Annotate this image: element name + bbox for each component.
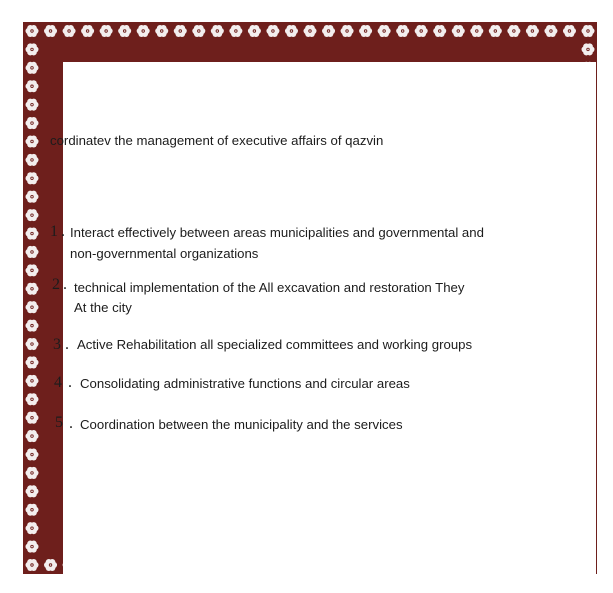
item-text-line2: At the city	[74, 300, 132, 315]
rosette-icon	[100, 25, 113, 37]
rosette-icon	[26, 504, 39, 516]
rosette-icon	[266, 25, 279, 37]
item-text-line1: technical implementation of the All excavation and restoration They	[74, 280, 465, 295]
rosette-icon	[582, 43, 595, 55]
rosette-icon	[285, 25, 298, 37]
rosette-icon	[137, 25, 150, 37]
rosette-icon	[44, 559, 57, 571]
item-dot: .	[61, 223, 65, 240]
rosette-icon	[26, 448, 39, 460]
rosette-icon	[582, 25, 595, 37]
rosette-icon	[26, 356, 39, 368]
item-text-line1: Consolidating administrative functions and circular areas	[80, 376, 410, 391]
rosette-icon	[26, 541, 39, 553]
rosette-icon	[26, 338, 39, 350]
rosette-icon	[174, 25, 187, 37]
rosette-icon	[26, 393, 39, 405]
rosette-icon	[26, 228, 39, 240]
rosette-icon	[26, 25, 39, 37]
rosette-icon	[26, 246, 39, 258]
item-number: 2	[52, 276, 60, 293]
rosette-icon	[44, 25, 57, 37]
rosette-icon	[26, 62, 39, 74]
rosette-icon	[396, 25, 409, 37]
rosette-icon	[304, 25, 317, 37]
rosette-icon	[26, 117, 39, 129]
rosette-icon	[452, 25, 465, 37]
rosette-icon	[507, 25, 520, 37]
rosette-icon	[26, 412, 39, 424]
rosette-icon	[81, 25, 94, 37]
rosette-icon	[26, 522, 39, 534]
rosette-icon	[26, 43, 39, 55]
document-heading: cordinatev the management of executive affairs of qazvin	[50, 133, 384, 148]
rosette-icon	[359, 25, 372, 37]
rosette-icon	[378, 25, 391, 37]
rosette-icon	[26, 375, 39, 387]
rosette-icon	[63, 25, 76, 37]
rosette-icon	[526, 25, 539, 37]
rosette-icon	[26, 135, 39, 147]
item-text-line1: Active Rehabilitation all specialized committees and working groups	[77, 337, 473, 352]
item-number: 1	[50, 223, 58, 240]
rosette-icon	[26, 467, 39, 479]
item-number: 4	[54, 374, 62, 391]
rosette-icon	[118, 25, 131, 37]
item-dot: .	[68, 374, 72, 391]
rosette-icon	[229, 25, 242, 37]
rosette-icon	[26, 172, 39, 184]
rosette-icon	[544, 25, 557, 37]
rosette-icon	[563, 25, 576, 37]
item-text-line1: Coordination between the municipality and the services	[80, 417, 403, 432]
rosette-icon	[248, 25, 261, 37]
rosette-icon	[26, 80, 39, 92]
item-text-line2: non-governmental organizations	[70, 246, 259, 261]
item-number: 3	[53, 336, 61, 353]
rosette-icon	[26, 209, 39, 221]
rosette-icon	[26, 154, 39, 166]
rosette-icon	[415, 25, 428, 37]
rosette-icon	[470, 25, 483, 37]
item-dot: .	[65, 336, 69, 353]
rosette-icon	[489, 25, 502, 37]
rosette-icon	[26, 559, 39, 571]
rosette-icon	[26, 191, 39, 203]
rosette-icon	[155, 25, 168, 37]
rosette-icon	[433, 25, 446, 37]
item-dot: .	[63, 276, 67, 293]
rosette-icon	[26, 99, 39, 111]
rosette-icon	[26, 320, 39, 332]
rosette-icon	[26, 264, 39, 276]
rosette-icon	[26, 283, 39, 295]
rosette-icon	[26, 485, 39, 497]
item-number: 5	[55, 414, 63, 431]
rosette-icon	[211, 25, 224, 37]
item-text-line1: Interact effectively between areas municipalities and governmental and	[70, 225, 484, 240]
rosette-icon	[26, 430, 39, 442]
rosette-icon	[322, 25, 335, 37]
item-dot: .	[69, 415, 73, 432]
rosette-icon	[26, 301, 39, 313]
rosette-icon	[192, 25, 205, 37]
rosette-icon	[341, 25, 354, 37]
